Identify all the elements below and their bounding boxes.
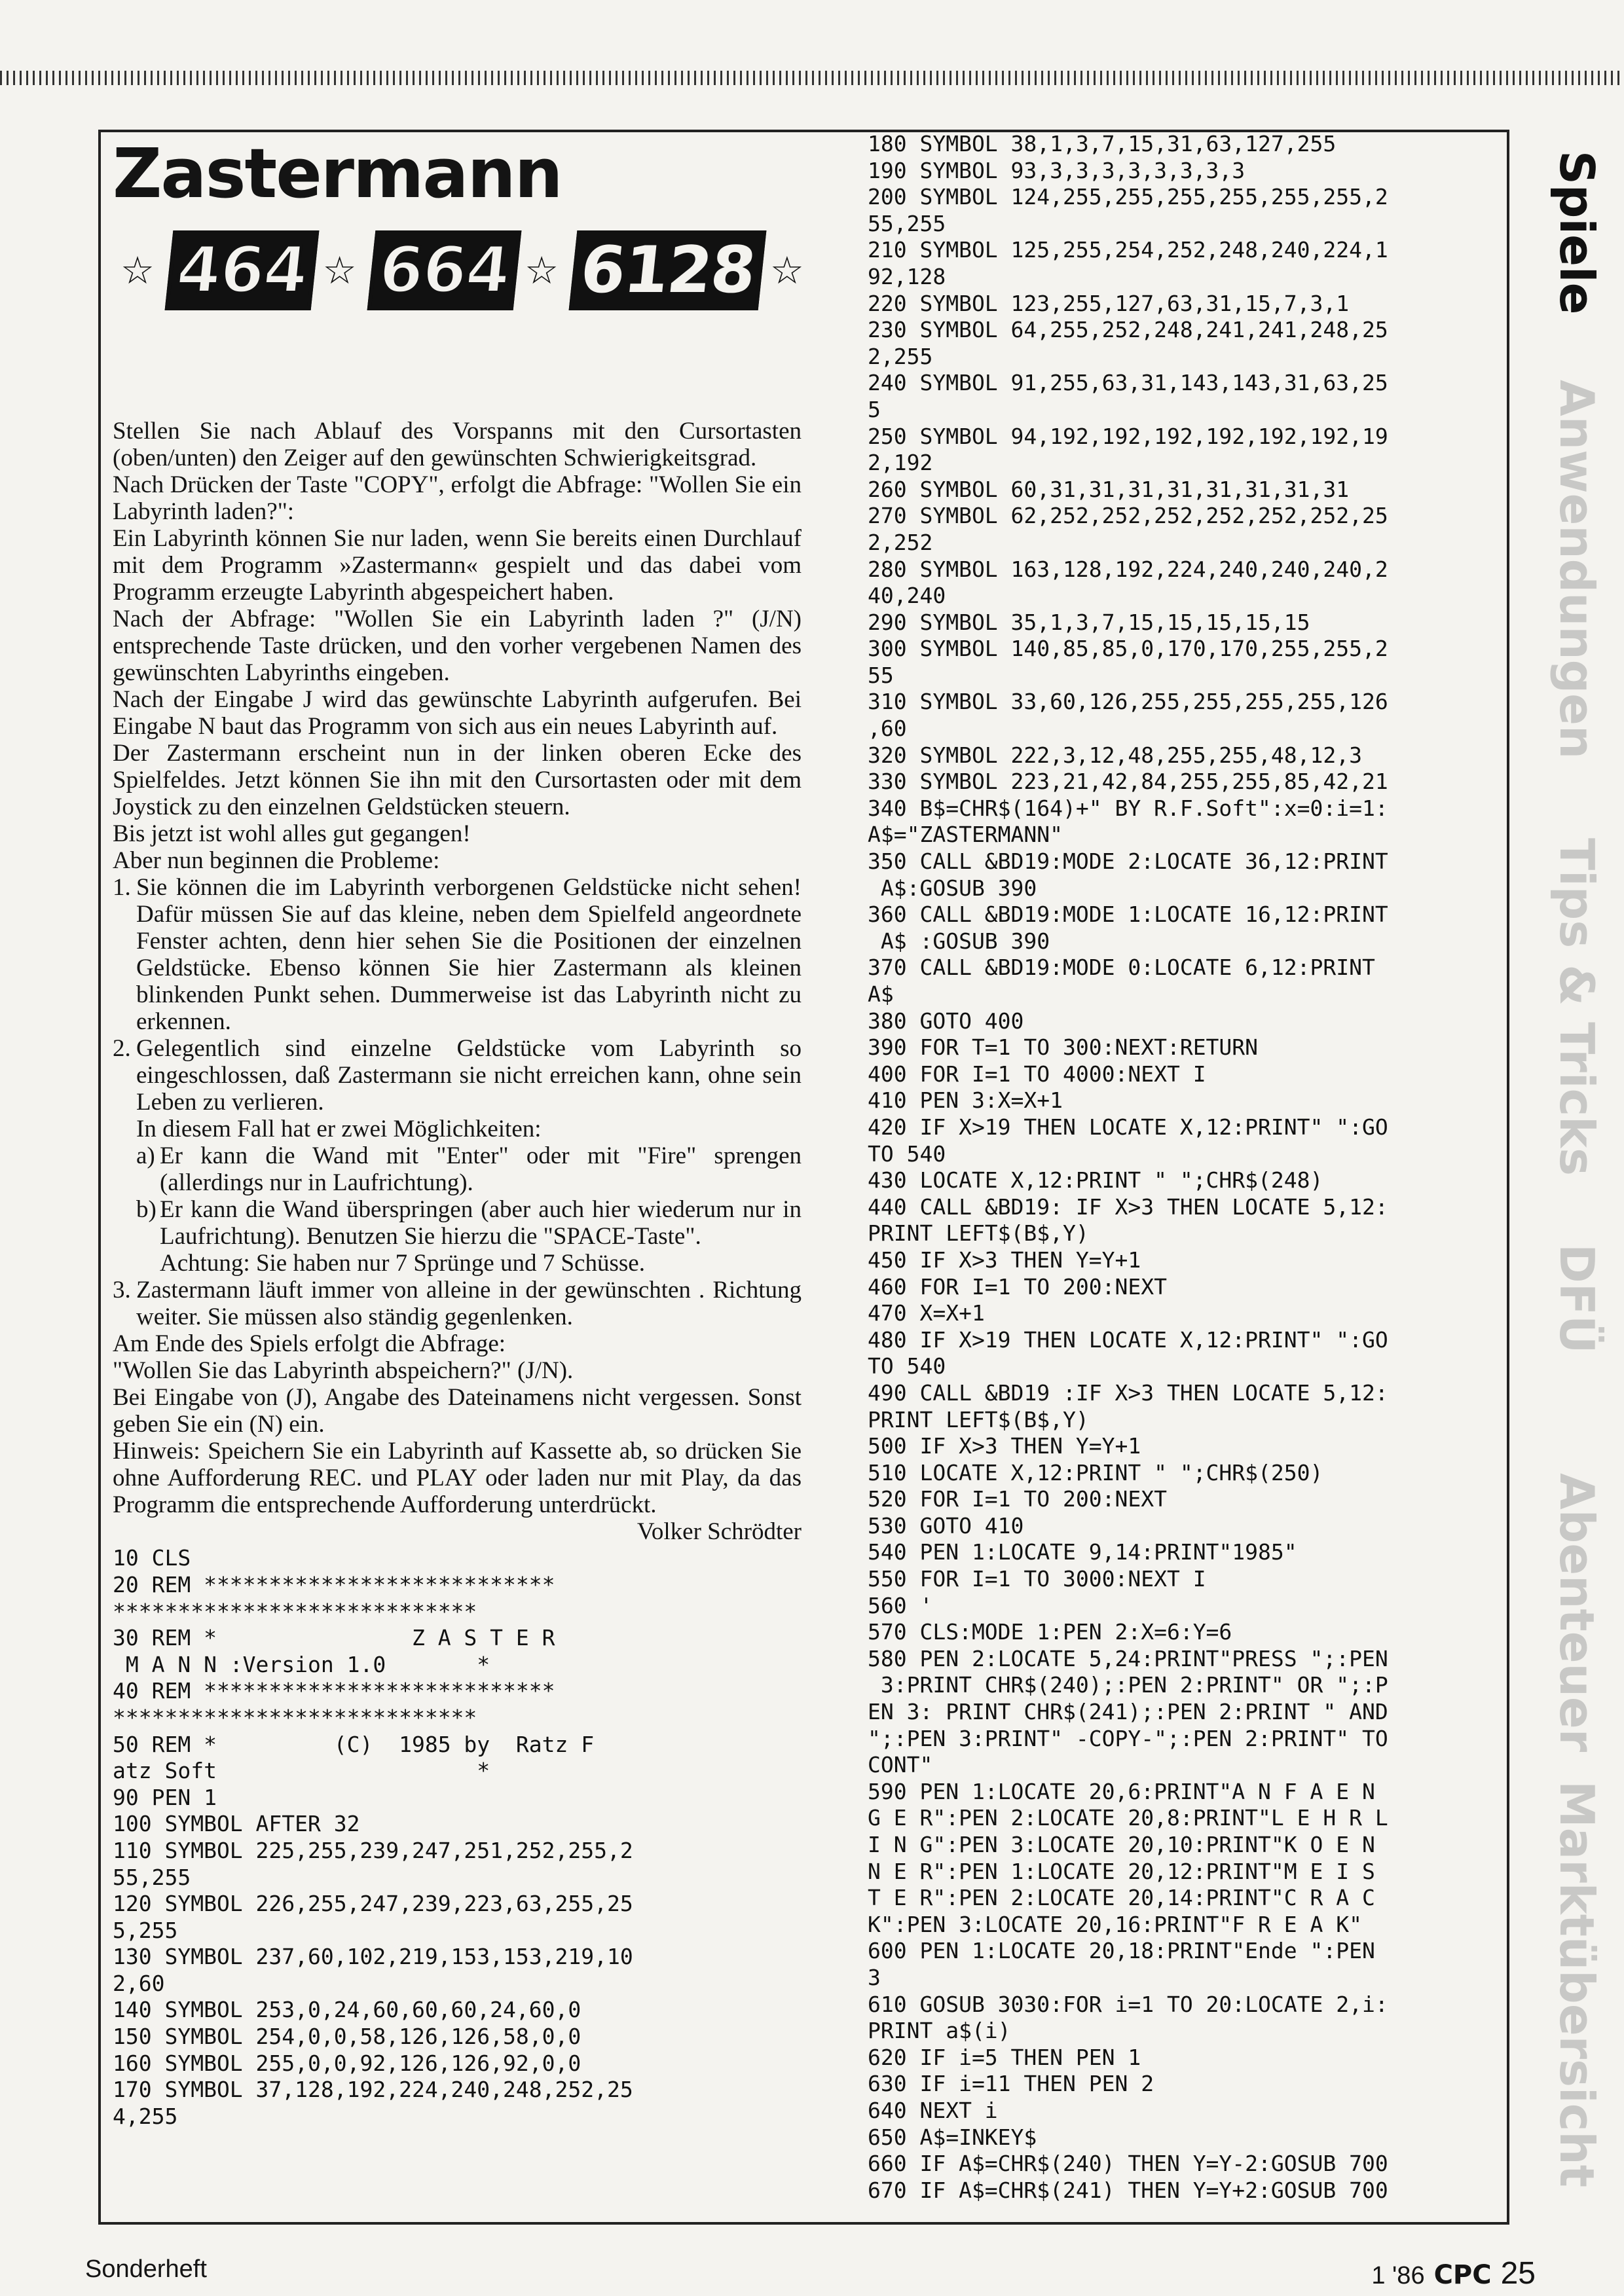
left-column xyxy=(113,136,802,2218)
tab-anwendungen[interactable]: Anwendungen xyxy=(1549,380,1604,759)
platform-badge-464: 464 xyxy=(165,230,319,310)
option-a: a) Er kann die Wand mit "Enter" oder mit "Fire" sprengen (allerdings nur in Laufrichtung). xyxy=(136,1142,802,1197)
right-column xyxy=(868,131,1506,2219)
footer-issue-info xyxy=(1371,2255,1536,2291)
paragraph: "Wollen Sie das Labyrinth abspeichern?" (J/N). xyxy=(113,1357,574,1385)
star-icon: ☆ xyxy=(525,249,559,293)
code-listing-right: 180 SYMBOL 38,1,3,7,15,31,63,127,255 190 SYMBOL 93,3,3,3,3,3,3,3,3 200 SYMBOL 124,255,255,255,255,255,255,2 55,255 210 SYMBOL 125,255,254,252,248,240,224,1 92,128 220 SYMBOL 123,255,127,63,31,15,7,3,1 230 SYMBOL 64,255,252,248,241,241,248,25 2,255 240 SYMBOL 91,255,63,31,143,143,31,63,25 5 250 SYMBOL 94,192,192,192,192,192,192,19 2,192 260 SYMBOL 60,31,31,31,31,31,31,31,31 270 SYMBOL 62,252,252,252,252,252,252,25 2,252 280 SYMBOL 163,128,192,224,240,240,240,2 40,240 290 SYMBOL 35,1,3,7,15,15,15,15,15 300 SYMBOL 140,85,85,0,170,170,255,255,2 55 310 SYMBOL 33,60,126,255,255,255,255,126 ,60 320 SYMBOL 222,3,12,48,255,255,48,12,3 330 SYMBOL 223,21,42,84,255,255,85,42,21 340 B$=CHR$(164)+" BY R.F.Soft":x=0:i=1: A$="ZASTERMANN" 350 CALL &BD19:MODE 2:LOCATE 36,12:PRINT A$:GOSUB 390 360 CALL &BD19:MODE 1:LOCATE 16,12:PRINT A$ :GOSUB 390 370 CALL &BD19:MODE 0:LOCATE 6,12:PRINT A$ 380 GOTO 400 390 FOR T=1 TO 300:NEXT:RETURN 400 FOR I=1 TO 4000:NEXT I 410 PEN 3:X=X+1 420 IF X>19 THEN LOCATE X,12:PRINT" ":GO TO 540 430 LOCATE X,12:PRINT " ";CHR$(248) 440 CALL &BD19: IF X>3 THEN LOCATE 5,12: PRINT LEFT$(B$,Y) 450 IF X>3 THEN Y=Y+1 460 FOR I=1 TO 200:NEXT 470 X=X+1 480 IF X>19 THEN LOCATE X,12:PRINT" ":GO TO 540 490 CALL &BD19 :IF X>3 THEN LOCATE 5,12: PRINT LEFT$(B$,Y) 500 IF X>3 THEN Y=Y+1 510 LOCATE X,12:PRINT " ";CHR$(250) 520 FOR I=1 TO 200:NEXT 530 GOTO 410 540 PEN 1:LOCATE 9,14:PRINT"1985" 550 FOR I=1 TO 3000:NEXT I 560 ' 570 CLS:MODE 1:PEN 2:X=6:Y=6 580 PEN 2:LOCATE 5,24:PRINT"PRESS ";:PEN 3:PRINT CHR$(240);:PEN 2:PRINT" OR ";:P EN 3: PRINT CHR$(241);:PEN 2:PRINT " AND ";:PEN 3:PRINT" -COPY-";:PEN 2:PRINT" TO CONT" 590 PEN 1:LOCATE 20,6:PRINT"A N F A E N G E R":PEN 2:LOCATE 20,8:PRINT"L E H R L I N G":PEN 3:LOCATE 20,10:PRINT"K O E N N E R":PEN 1:LOCATE 20,12:PRINT"M E I S T E R":PEN 2:LOCATE 20,14:PRINT"C R A C K":PEN 3:LOCATE 20,16:PRINT"F R E A K" 600 PEN 1:LOCATE 20,18:PRINT"Ende ":PEN 3 610 GOSUB 3030:FOR i=1 TO 20:LOCATE 2,i: PRINT a$(i) 620 IF i=5 THEN PEN 1 630 IF i=11 THEN PEN 2 640 NEXT i 650 A$=INKEY$ 660 IF A$=CHR$(240) THEN Y=Y-2:GOSUB 700 670 IF A$=CHR$(241) THEN Y=Y+2:GOSUB 700 xyxy=(868,131,1388,2203)
magazine-logo: CPC xyxy=(1433,2260,1492,2290)
problem-case: In diesem Fall hat er zwei Möglichkeiten: xyxy=(136,1116,542,1143)
paragraph: Nach der Eingabe J wird das gewünschte Labyrinth aufgerufen. Bei Eingabe N baut das Programm von sich aus ein neues Labyrinth auf. xyxy=(113,686,802,740)
star-icon: ☆ xyxy=(322,249,357,293)
section-tabs xyxy=(1532,131,1624,2188)
article-title: Zastermann xyxy=(113,134,562,213)
tab-dfue[interactable]: DFÜ xyxy=(1549,1244,1604,1354)
list-item: 2. Gelegentlich sind einzelne Geldstücke vom Labyrinth so eingeschlossen, daß Zastermann sie nicht erreichen kann, ohne sein Leben zu verlieren. In diesem Fall hat er zwei Möglichkeiten: a) Er kann die Wand mit "Enter" oder mit "Fire" sprengen (allerdings nur in Laufrichtung). b) Er kann die Wand überspringen (aber auch hier wiederum nur in Laufrichtung). Benutzen Sie hierzu die "SPACE-Taste". Achtung: Sie haben nur 7 Sprünge und 7 Schüsse. xyxy=(113,1035,802,1277)
author: Volker Schrödter xyxy=(637,1518,802,1546)
tab-abenteuer[interactable]: Abenteuer xyxy=(1549,1473,1604,1753)
problem-list xyxy=(113,874,802,1330)
article-body xyxy=(113,418,802,1545)
paragraph: Hinweis: Speichern Sie ein Labyrinth auf Kassette ab, so drücken Sie ohne Aufforderung REC. und PLAY oder laden nur mit Play, da das Programm die entsprechende Aufforderung unterdrückt. xyxy=(113,1438,802,1519)
paragraph: Nach der Abfrage: "Wollen Sie ein Labyrinth laden ?" (J/N) entsprechende Taste drücken, und den vorher vergebenen Namen des gewünschten Labyrinths eingeben. xyxy=(113,606,802,687)
issue-number: 1 '86 xyxy=(1371,2262,1425,2289)
problem-text: Gelegentlich sind einzelne Geldstücke vom Labyrinth so eingeschlossen, daß Zastermann sie nicht erreichen kann, ohne sein Leben zu verlieren. xyxy=(136,1035,802,1116)
footer-label: Sonderheft xyxy=(85,2255,207,2283)
star-icon: ☆ xyxy=(120,249,155,293)
paragraph: Aber nun beginnen die Probleme: xyxy=(113,847,440,875)
list-item: 3. Zastermann läuft immer von alleine in der gewünschten . Richtung weiter. Sie müssen also ständig gegenlenken. xyxy=(113,1277,802,1331)
code-listing-left: 10 CLS 20 REM *************************** **************************** 30 REM * Z A S T E R M A N N :Version 1.0 * 40 REM *************************** **************************** 50 REM * (C) 1985 by Ratz F atz Soft * 90 PEN 1 100 SYMBOL AFTER 32 110 SYMBOL 225,255,239,247,251,252,255,2 55,255 120 SYMBOL 226,255,247,239,223,63,255,25 5,255 130 SYMBOL 237,60,102,219,153,153,219,10 2,60 140 SYMBOL 253,0,24,60,60,60,24,60,0 150 SYMBOL 254,0,0,58,126,126,58,0,0 160 SYMBOL 255,0,0,92,126,126,92,0,0 170 SYMBOL 37,128,192,224,240,248,252,25 4,255 xyxy=(113,1545,633,2129)
list-item: 1. Sie können die im Labyrinth verborgenen Geldstücke nicht sehen! Dafür müssen Sie auf das kleine, neben dem Spielfeld angeordnete Fenster achten, denn hier sehen Sie die Positionen der einzelnen Geldstücke. Ebenso können Sie hier Zastermann als kleinen blinkenden Punkt sehen. Dummerweise ist das Labyrinth nicht zu erkennen. xyxy=(113,874,802,1036)
problem-text: Sie können die im Labyrinth verborgenen Geldstücke nicht sehen! Dafür müssen Sie auf das kleine, neben dem Spielfeld angeordnete Fenster achten, denn hier sehen Sie die Positionen der einzelnen Geldstücke. Ebenso können Sie hier Zastermann als kleinen blinkenden Punkt sehen. Dummerweise ist das Labyrinth nicht zu erkennen. xyxy=(136,874,802,1036)
top-rule xyxy=(0,71,1624,85)
paragraph: Ein Labyrinth können Sie nur laden, wenn Sie bereits einen Durchlauf mit dem Programm »Zastermann« gespielt und das dabei vom Programm erzeugte Labyrinth abgespeichert haben. xyxy=(113,525,802,606)
paragraph: Nach Drücken der Taste "COPY", erfolgt die Abfrage: "Wollen Sie ein Labyrinth laden?": xyxy=(113,471,802,526)
option-b-note: Achtung: Sie haben nur 7 Sprünge und 7 Schüsse. xyxy=(160,1250,645,1277)
tab-marktuebersicht[interactable]: Marktübersicht xyxy=(1549,1781,1604,2188)
paragraph: Bei Eingabe von (J), Angabe des Dateinamens nicht vergessen. Sonst geben Sie ein (N) ein. xyxy=(113,1384,802,1438)
paragraph: Am Ende des Spiels erfolgt die Abfrage: xyxy=(113,1330,506,1358)
star-icon: ☆ xyxy=(769,249,804,293)
platform-badge-664: 664 xyxy=(367,230,521,310)
paragraph: Stellen Sie nach Ablauf des Vorspanns mit den Cursortasten (oben/unten) den Zeiger auf den gewünschten Schwierigkeitsgrad. xyxy=(113,418,802,472)
paragraph: Der Zastermann erscheint nun in der linken oberen Ecke des Spielfeldes. Jetzt können Sie ihn mit den Cursortasten oder mit dem Joystick zu den einzelnen Geldstücken steuern. xyxy=(113,740,802,821)
page-number: 25 xyxy=(1500,2256,1536,2291)
paragraph: Bis jetzt ist wohl alles gut gegangen! xyxy=(113,820,471,848)
platform-badge-6128: 6128 xyxy=(569,230,767,310)
problem-text: Zastermann läuft immer von alleine in der gewünschten . Richtung weiter. Sie müssen also ständig gegenlenken. xyxy=(136,1277,802,1331)
platform-badges xyxy=(113,221,802,319)
option-b: b) Er kann die Wand überspringen (aber auch hier wiederum nur in Laufrichtung). Benutzen Sie hierzu die "SPACE-Taste". xyxy=(136,1196,802,1250)
tab-tips-tricks[interactable]: Tips & Tricks xyxy=(1549,838,1604,1176)
tab-spiele[interactable]: Spiele xyxy=(1549,151,1604,315)
